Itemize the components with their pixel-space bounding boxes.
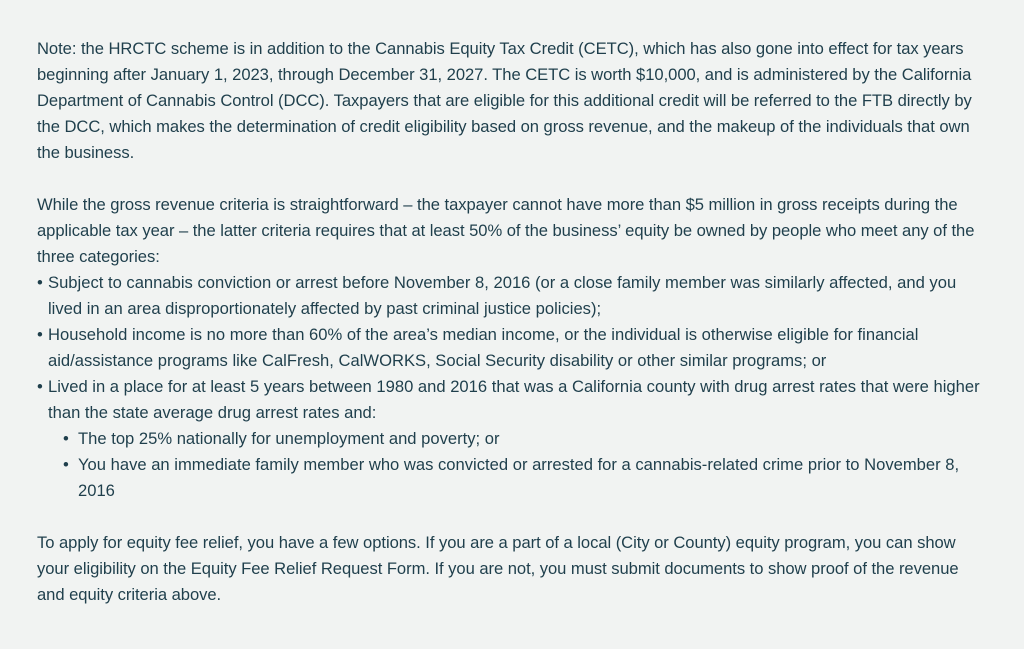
eligibility-category-list — [37, 270, 988, 504]
paragraph-spacer — [37, 504, 988, 530]
paragraph-spacer — [37, 166, 988, 192]
sub-item-text: You have an immediate family member who was convicted or arrested for a cannabis-related crime prior to November 8, 2016 — [78, 455, 960, 500]
residence-sub-list — [48, 426, 988, 504]
category-item-income — [37, 322, 988, 374]
category-text: Household income is no more than 60% of the area’s median income, or the individual is otherwise eligible for financial aid/assistance programs like CalFresh, CalWORKS, Social Security disability or other similar programs; or — [48, 325, 919, 370]
apply-paragraph: To apply for equity fee relief, you have a few options. If you are a part of a local (City or County) equity program, you can show your eligibility on the Equity Fee Relief Request Form. If you are not, you must submit documents to show proof of the revenue and equity criteria above. — [37, 533, 959, 604]
category-text: Lived in a place for at least 5 years between 1980 and 2016 that was a California county with drug arrest rates that were higher than the state average drug arrest rates and: — [48, 377, 980, 422]
category-text: Subject to cannabis conviction or arrest before November 8, 2016 (or a close family member was similarly affected, and you lived in an area disproportionately affected by past criminal justice policies); — [48, 273, 957, 318]
criteria-intro-paragraph: While the gross revenue criteria is straightforward – the taxpayer cannot have more than $5 million in gross receipts during the applicable tax year – the latter criteria requires that at least 50% of the business’ equity be owned by people who meet any of the three categories: — [37, 195, 975, 266]
sub-item-unemployment — [48, 426, 988, 452]
note-paragraph: Note: the HRCTC scheme is in addition to the Cannabis Equity Tax Credit (CETC), which has also gone into effect for tax years beginning after January 1, 2023, through December 31, 2027. The CETC is worth $10,000, and is administered by the California Department of Cannabis Control (DCC). Taxpayers that are eligible for this additional credit will be referred to the FTB directly by the DCC, which makes the determination of credit eligibility based on gross revenue, and the makeup of the individuals that own the business. — [37, 39, 972, 162]
category-item-conviction — [37, 270, 988, 322]
category-item-residence — [37, 374, 988, 504]
sub-item-family-member — [48, 452, 988, 504]
sub-item-text: The top 25% nationally for unemployment and poverty; or — [78, 429, 500, 448]
